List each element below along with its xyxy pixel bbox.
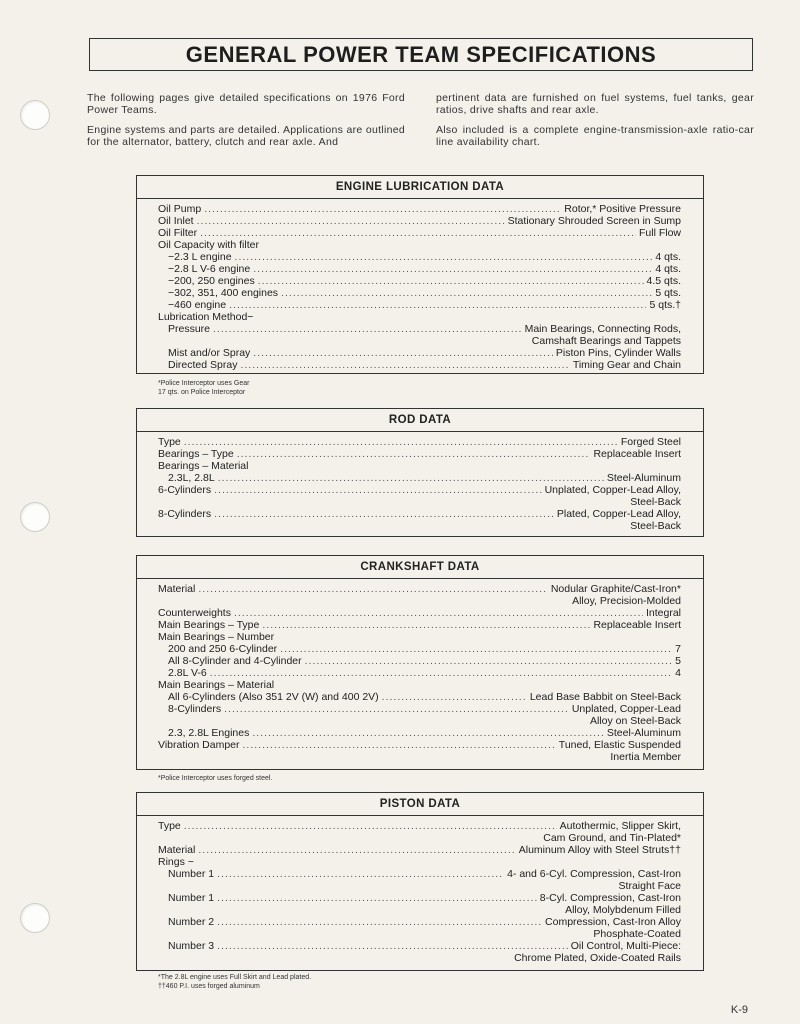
table-title: ROD DATA bbox=[137, 409, 703, 432]
spec-row: Number 1 ..... 8-Cyl. Compression, Cast-Iron bbox=[158, 892, 681, 904]
spec-continuation: Alloy, Precision-Molded bbox=[572, 595, 681, 607]
spec-heading: Oil Capacity with filter bbox=[158, 239, 259, 251]
spec-continuation: Cam Ground, and Tin-Plated* bbox=[543, 832, 681, 844]
intro-paragraph: pertinent data are furnished on fuel systems, fuel tanks, gear ratios, drive shafts and rear axle. bbox=[436, 92, 754, 116]
spec-row: 8-Cylinders ..... Plated, Copper-Lead Alloy, bbox=[158, 508, 681, 520]
spec-row: −200, 250 engines ..... 4.5 qts. bbox=[158, 275, 681, 287]
spec-row: Mist and/or Spray ..... Piston Pins, Cylinder Walls bbox=[158, 347, 681, 359]
spec-heading: Main Bearings – Material bbox=[158, 679, 275, 691]
footnote: *The 2.8L engine uses Full Skirt and Lead plated. ††460 P.I. uses forged aluminum bbox=[158, 974, 312, 990]
table-title: CRANKSHAFT DATA bbox=[137, 556, 703, 579]
spec-row: 200 and 250 6-Cylinder ..... 7 bbox=[158, 643, 681, 655]
spec-row: Oil Filter ..... Full Flow bbox=[158, 227, 681, 239]
spec-row: 8-Cylinders ..... Unplated, Copper-Lead bbox=[158, 703, 681, 715]
spec-continuation: Alloy on Steel-Back bbox=[589, 715, 681, 727]
table-title: PISTON DATA bbox=[137, 793, 703, 816]
spec-row: All 8-Cylinder and 4-Cylinder ..... 5 bbox=[158, 655, 681, 667]
spec-row: 2.3L, 2.8L ..... Steel-Aluminum bbox=[158, 472, 681, 484]
page-title: GENERAL POWER TEAM SPECIFICATIONS bbox=[185, 41, 657, 67]
crankshaft-data-table bbox=[136, 555, 704, 770]
page-number: K-9 bbox=[730, 1004, 748, 1016]
spec-row: −302, 351, 400 engines ..... 5 qts. bbox=[158, 287, 681, 299]
spec-continuation: Alloy, Molybdenum Filled bbox=[565, 904, 681, 916]
spec-row: −460 engine ..... 5 qts.† bbox=[158, 299, 681, 311]
spec-row: Pressure ..... Main Bearings, Connecting Rods, bbox=[158, 323, 681, 335]
page-title-banner bbox=[89, 38, 753, 71]
rod-data-table bbox=[136, 408, 704, 537]
footnote: *Police Interceptor uses Gear 17 qts. on Police Interceptor bbox=[158, 380, 250, 396]
spec-row: Type ..... Forged Steel bbox=[158, 436, 681, 448]
intro-left-column bbox=[87, 92, 405, 156]
spec-continuation: Steel-Back bbox=[630, 520, 681, 532]
spec-continuation: Chrome Plated, Oxide-Coated Rails bbox=[514, 952, 681, 964]
spec-row: Bearings – Type ..... Replaceable Insert bbox=[158, 448, 681, 460]
binder-hole bbox=[20, 903, 50, 933]
spec-heading: Rings − bbox=[158, 856, 194, 868]
footnote: *Police Interceptor uses forged steel. bbox=[158, 775, 273, 782]
spec-heading: Bearings – Material bbox=[158, 460, 249, 472]
binder-hole bbox=[20, 100, 50, 130]
spec-row: Oil Pump ..... Rotor,* Positive Pressure bbox=[158, 203, 681, 215]
spec-row: −2.3 L engine ..... 4 qts. bbox=[158, 251, 681, 263]
spec-continuation: Straight Face bbox=[618, 880, 681, 892]
spec-continuation: Inertia Member bbox=[610, 751, 681, 763]
spec-row: 2.3, 2.8L Engines ..... Steel-Aluminum bbox=[158, 727, 681, 739]
table-title: ENGINE LUBRICATION DATA bbox=[137, 176, 703, 199]
spec-continuation: Steel-Back bbox=[630, 496, 681, 508]
spec-row: Material ..... Aluminum Alloy with Steel Struts†† bbox=[158, 844, 681, 856]
spec-row: Counterweights ..... Integral bbox=[158, 607, 681, 619]
intro-paragraph: Also included is a complete engine-transmission-axle ratio-car line availability chart. bbox=[436, 124, 754, 148]
spec-row: Material ..... Nodular Graphite/Cast-Iron* bbox=[158, 583, 681, 595]
engine-lubrication-table bbox=[136, 175, 704, 374]
spec-row: Oil Inlet ..... Stationary Shrouded Screen in Sump bbox=[158, 215, 681, 227]
spec-row: 6-Cylinders ..... Unplated, Copper-Lead Alloy, bbox=[158, 484, 681, 496]
intro-paragraph: Engine systems and parts are detailed. Applications are outlined for the alternator, battery, clutch and rear axle. And bbox=[87, 124, 405, 148]
spec-row: Directed Spray ..... Timing Gear and Chain bbox=[158, 359, 681, 371]
spec-row: All 6-Cylinders (Also 351 2V (W) and 400 2V) ..... Lead Base Babbit on Steel-Back bbox=[158, 691, 681, 703]
spec-row: Main Bearings – Type ..... Replaceable Insert bbox=[158, 619, 681, 631]
spec-heading: Main Bearings – Number bbox=[158, 631, 275, 643]
spec-row: −2.8 L V-6 engine ..... 4 qts. bbox=[158, 263, 681, 275]
spec-row: Number 2 ..... Compression, Cast-Iron Alloy bbox=[158, 916, 681, 928]
spec-continuation: Phosphate-Coated bbox=[593, 928, 681, 940]
binder-hole bbox=[20, 502, 50, 532]
intro-paragraph: The following pages give detailed specifications on 1976 Ford Power Teams. bbox=[87, 92, 405, 116]
spec-row: Type ..... Autothermic, Slipper Skirt, bbox=[158, 820, 681, 832]
spec-heading: Lubrication Method− bbox=[158, 311, 254, 323]
spec-row: Number 3 ..... Oil Control, Multi-Piece: bbox=[158, 940, 681, 952]
spec-row: Vibration Damper ..... Tuned, Elastic Suspended bbox=[158, 739, 681, 751]
spec-row: Number 1 ..... 4- and 6-Cyl. Compression, Cast-Iron bbox=[158, 868, 681, 880]
intro-right-column bbox=[436, 92, 754, 156]
spec-row: 2.8L V-6 ..... 4 bbox=[158, 667, 681, 679]
piston-data-table bbox=[136, 792, 704, 971]
spec-continuation: Camshaft Bearings and Tappets bbox=[531, 335, 681, 347]
